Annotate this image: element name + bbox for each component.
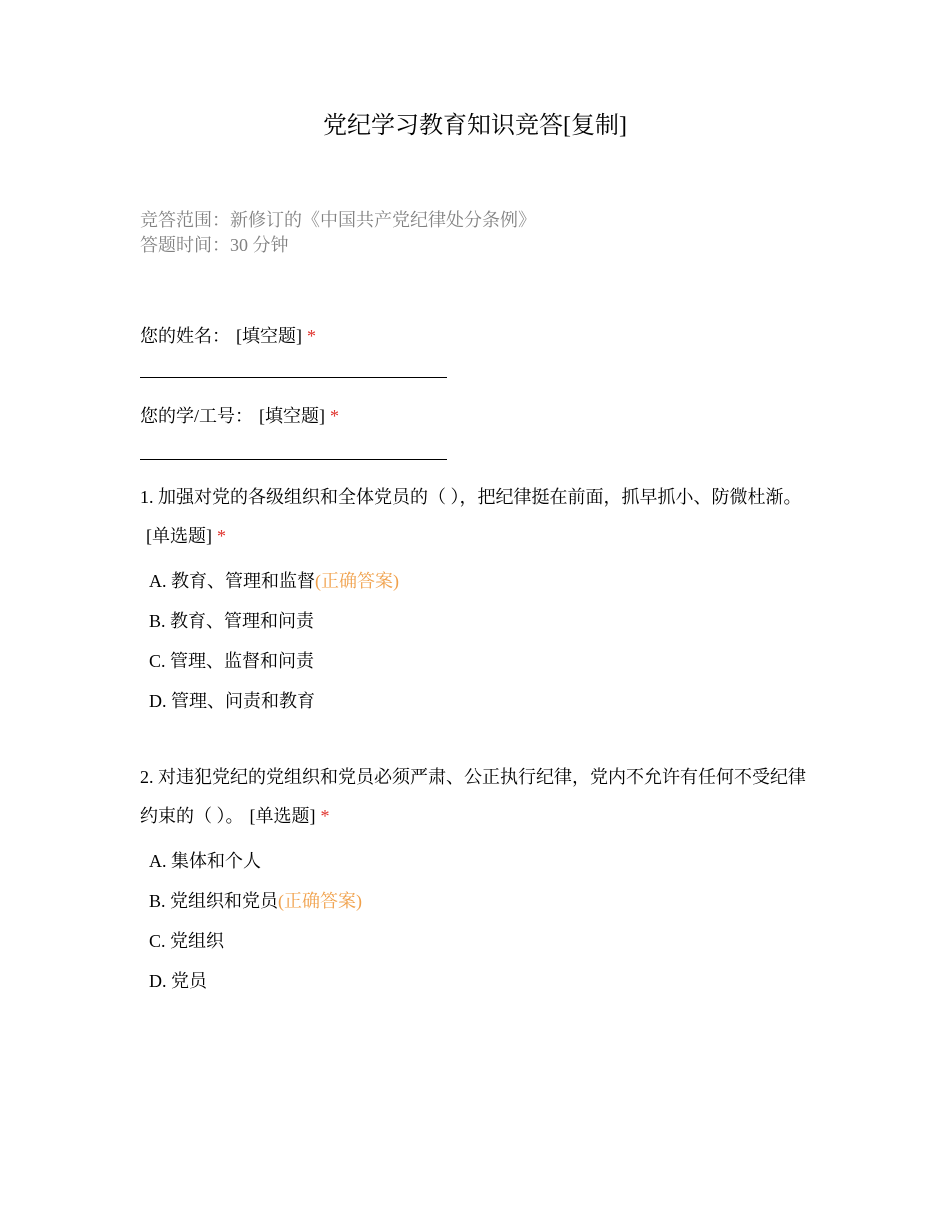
id-question-type: [填空题]	[259, 406, 326, 426]
id-question-label: 您的学/工号：	[140, 406, 254, 426]
question-2-option-d[interactable]	[149, 961, 809, 1001]
required-marker: *	[320, 806, 330, 826]
question-2	[140, 758, 820, 836]
required-marker: *	[217, 526, 226, 546]
option-text: A. 教育、管理和监督	[149, 571, 315, 591]
name-question-type: [填空题]	[236, 326, 302, 346]
option-text: C. 管理、监督和问责	[149, 651, 315, 671]
question-2-text: 2. 对违犯党纪的党组织和党员必须严肃、公正执行纪律，党内不允许有任何不受纪律约束的（ ）。	[140, 767, 806, 826]
correct-answer-note: (正确答案)	[315, 571, 399, 591]
name-question-label: 您的姓名：	[140, 326, 230, 346]
question-2-option-a[interactable]	[149, 841, 809, 881]
question-1-option-a[interactable]	[149, 561, 809, 601]
required-marker: *	[330, 406, 340, 426]
question-1-type: [单选题]	[146, 526, 212, 546]
option-text: D. 管理、问责和教育	[149, 691, 315, 711]
survey-intro	[140, 208, 820, 258]
id-question	[140, 403, 820, 429]
option-text: B. 党组织和党员	[149, 891, 279, 911]
name-answer-field[interactable]	[140, 377, 447, 378]
question-1-option-d[interactable]	[149, 681, 809, 721]
option-text: B. 教育、管理和问责	[149, 611, 315, 631]
option-text: A. 集体和个人	[149, 851, 261, 871]
question-1	[140, 478, 820, 556]
page-title: 党纪学习教育知识竞答[复制]	[323, 113, 627, 139]
question-2-type: [单选题]	[249, 806, 316, 826]
question-1-option-c[interactable]	[149, 641, 809, 681]
question-1-option-b[interactable]	[149, 601, 809, 641]
question-2-option-c[interactable]	[149, 921, 809, 961]
question-2-option-b[interactable]	[149, 881, 809, 921]
option-text: C. 党组织	[149, 931, 225, 951]
option-text: D. 党员	[149, 971, 207, 991]
correct-answer-note: (正确答案)	[278, 891, 363, 911]
required-marker: *	[307, 326, 316, 346]
question-2-options	[149, 841, 809, 1001]
question-1-text: 1. 加强对党的各级组织和全体党员的（ ），把纪律挺在前面，抓早抓小、防微杜渐。	[140, 487, 802, 507]
name-question	[140, 323, 820, 349]
intro-scope: 竞答范围：新修订的《中国共产党纪律处分条例》	[140, 210, 536, 230]
id-answer-field[interactable]	[140, 459, 447, 460]
question-1-options	[149, 561, 809, 721]
intro-time: 答题时间：30 分钟	[140, 235, 289, 255]
